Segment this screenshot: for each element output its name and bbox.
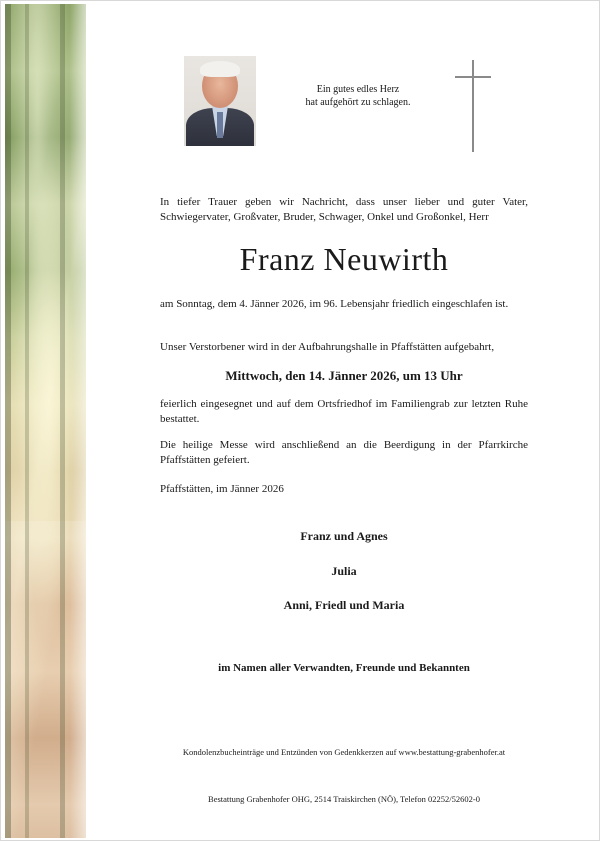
motto-line-1: Ein gutes edles Herz (316, 84, 400, 95)
mourner-1: Franz und Agnes (300, 529, 388, 543)
mourner-3: Anni, Friedl und Maria (283, 598, 405, 612)
portrait-tie (217, 112, 223, 138)
intro-text: In tiefer Trauer geben wir Nachricht, dass unser lieber und guter Vater, Schwiegervater, Großvater, Bruder, Schwager, Onkel und Großonkel, Herr (160, 196, 528, 223)
death-notice: am Sonntag, dem 4. Jänner 2026, im 96. Lebensjahr friedlich eingeschlafen ist. (160, 298, 509, 310)
funeral-home-footer: Bestattung Grabenhofer OHG, 2514 Traiskirchen (NÖ), Telefon 02252/52602-0 (208, 794, 480, 804)
laid-out-text: Unser Verstorbener wird in der Aufbahrungshalle in Pfaffstätten aufgebahrt, (160, 341, 495, 353)
forest-path-image (5, 4, 86, 838)
motto (293, 83, 423, 109)
motto-line-2: hat aufgehört zu schlagen. (305, 97, 411, 108)
portrait-hair (200, 61, 240, 77)
deceased-name: Franz Neuwirth (239, 241, 449, 277)
burial-text: feierlich eingesegnet und auf dem Ortsfriedhof im Familiengrab zur letzten Ruhe bestattet. (160, 398, 528, 425)
cross-icon (455, 60, 491, 152)
place-date: Pfaffstätten, im Jänner 2026 (160, 483, 284, 495)
portrait-photo (184, 56, 256, 146)
condolence-note: Kondolenzbucheinträge und Entzünden von Gedenkkerzen auf www.bestattung-grabenhofer.at (182, 747, 506, 757)
mass-text: Die heilige Messe wird anschließend an die Beerdigung in der Pfarrkirche Pfaffstätten gefeiert. (160, 439, 528, 466)
mourner-2: Julia (331, 564, 357, 578)
on-behalf-text: im Namen aller Verwandten, Freunde und Bekannten (218, 662, 470, 674)
funeral-date: Mittwoch, den 14. Jänner 2026, um 13 Uhr (225, 368, 463, 383)
